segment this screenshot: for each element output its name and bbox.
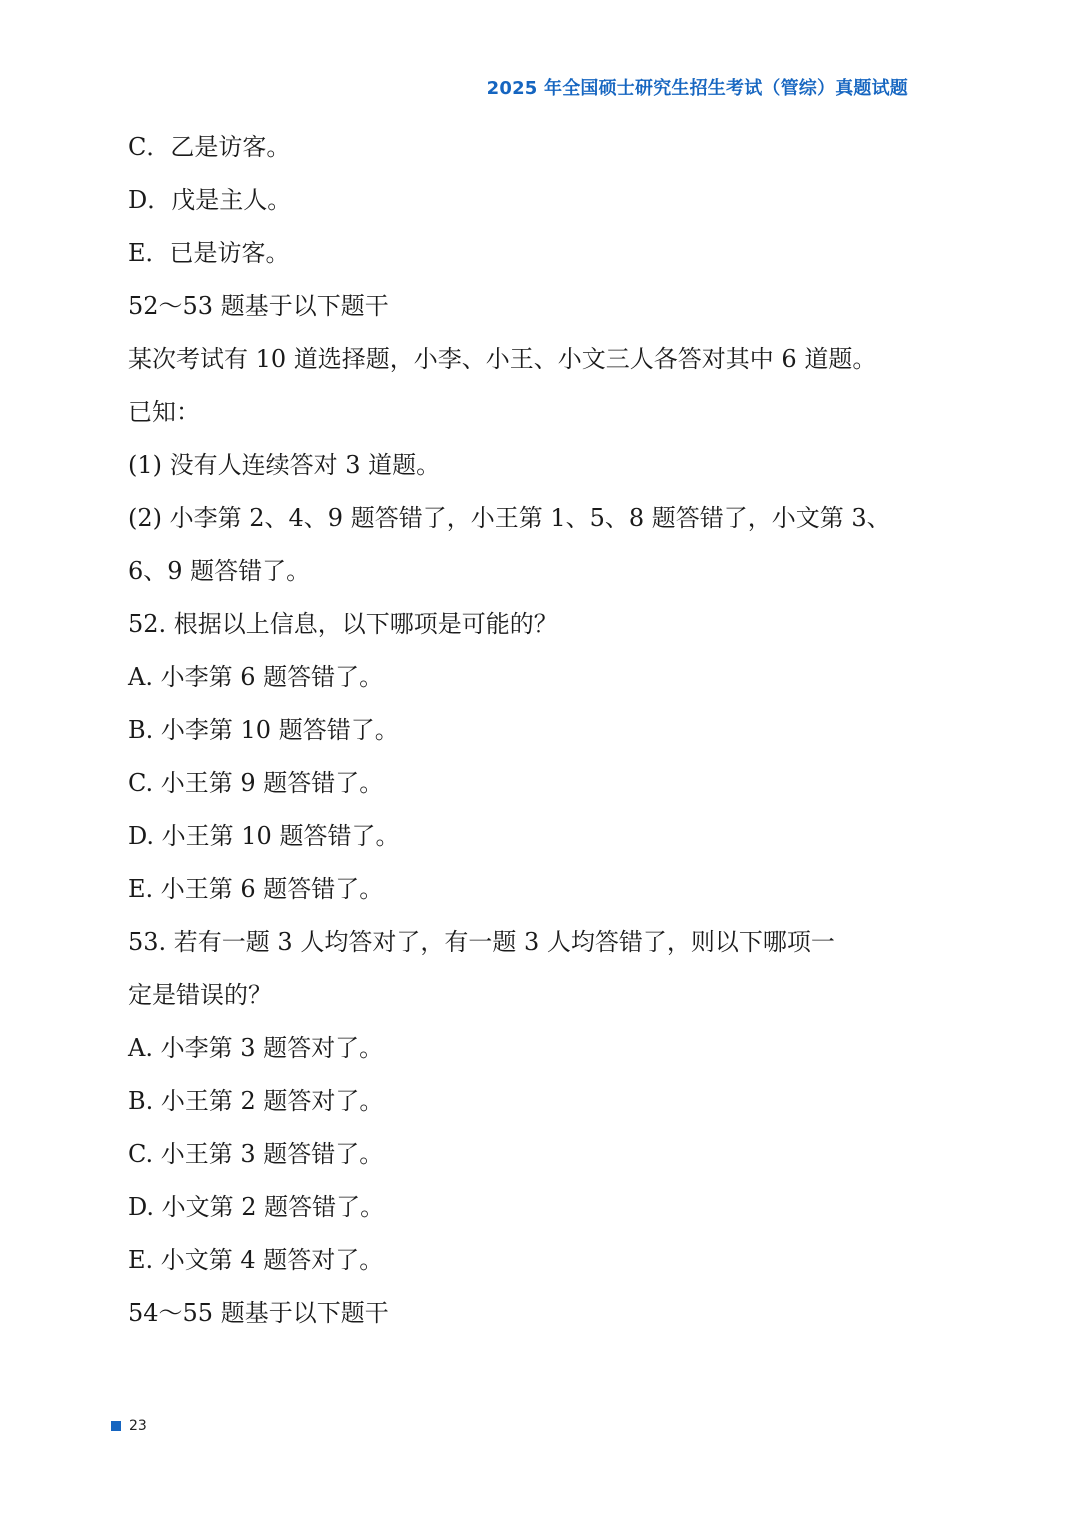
text-line: D. 小文第 2 题答错了。 [128, 1193, 385, 1221]
text-line: C．乙是访客。 [128, 133, 291, 161]
text-line: 已知： [128, 398, 200, 426]
text-line: B. 小李第 10 题答错了。 [128, 716, 399, 744]
text-line: D. 小王第 10 题答错了。 [128, 822, 400, 850]
text-line: 54～55 题基于以下题干 [128, 1299, 389, 1327]
page-header-title: 2025 年全国硕士研究生招生考试（管综）真题试题 [486, 78, 908, 99]
text-line: 定是错误的？ [128, 981, 272, 1009]
page-footer [111, 1418, 147, 1434]
page-number: 23 [129, 1418, 147, 1434]
text-line: C. 小王第 3 题答错了。 [128, 1140, 384, 1168]
document-body [128, 121, 968, 1340]
text-line: C. 小王第 9 题答错了。 [128, 769, 384, 797]
text-line: 某次考试有 10 道选择题，小李、小王、小文三人各答对其中 6 道题。 [128, 345, 877, 373]
text-line: E. 小文第 4 题答对了。 [128, 1246, 384, 1274]
text-line: A. 小李第 6 题答错了。 [128, 663, 384, 691]
text-line: 6、9 题答错了。 [128, 557, 311, 585]
square-icon [111, 1421, 121, 1431]
text-line: A. 小李第 3 题答对了。 [128, 1034, 384, 1062]
text-line: D．戊是主人。 [128, 186, 292, 214]
text-line: (2) 小李第 2、4、9 题答错了，小王第 1、5、8 题答错了，小文第 3、 [128, 504, 891, 532]
text-line: (1) 没有人连续答对 3 道题。 [128, 451, 441, 479]
text-line: 53. 若有一题 3 人均答对了，有一题 3 人均答错了，则以下哪项一 [128, 928, 835, 956]
text-line: E. 小王第 6 题答错了。 [128, 875, 384, 903]
text-line: E．已是访客。 [128, 239, 290, 267]
text-line: B. 小王第 2 题答对了。 [128, 1087, 384, 1115]
text-line: 52. 根据以上信息，以下哪项是可能的？ [128, 610, 558, 638]
text-line: 52～53 题基于以下题干 [128, 292, 389, 320]
